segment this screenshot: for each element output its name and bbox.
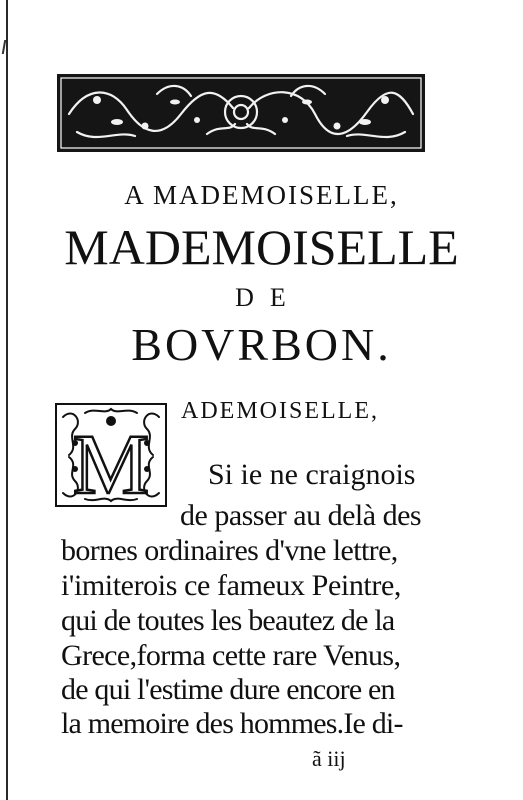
letter-line: Si ie ne craignois: [208, 458, 416, 491]
dedication-name: BOVRBON.: [131, 319, 392, 370]
binding-edge: [6, 0, 8, 800]
letter-line: la memoire des hommes.Ie di-: [61, 707, 403, 740]
letter-line: bornes ordinaires d'vne lettre,: [61, 534, 398, 567]
letter-line: de passer au delà des: [180, 499, 422, 532]
dedication-title: MADEMOISELLE: [64, 219, 459, 275]
initial-letter: M: [72, 416, 150, 507]
signature-mark: ã iij: [312, 746, 346, 771]
ornamental-headpiece: [57, 74, 425, 152]
decorated-initial: [55, 403, 167, 507]
letter-line: Grece,forma cette rare Venus,: [61, 639, 401, 672]
salutation: ADEMOISELLE,: [181, 398, 379, 424]
dedication-particle: DE: [235, 283, 302, 312]
dedication-addressee: A MADEMOISELLE,: [124, 180, 399, 210]
letter-line: qui de toutes les beautez de la: [61, 604, 395, 637]
letter-line: de qui l'estime dure encore en: [61, 673, 395, 706]
binding-mark: [2, 40, 14, 54]
letter-line: i'imiterois ce fameux Peintre,: [61, 569, 401, 602]
